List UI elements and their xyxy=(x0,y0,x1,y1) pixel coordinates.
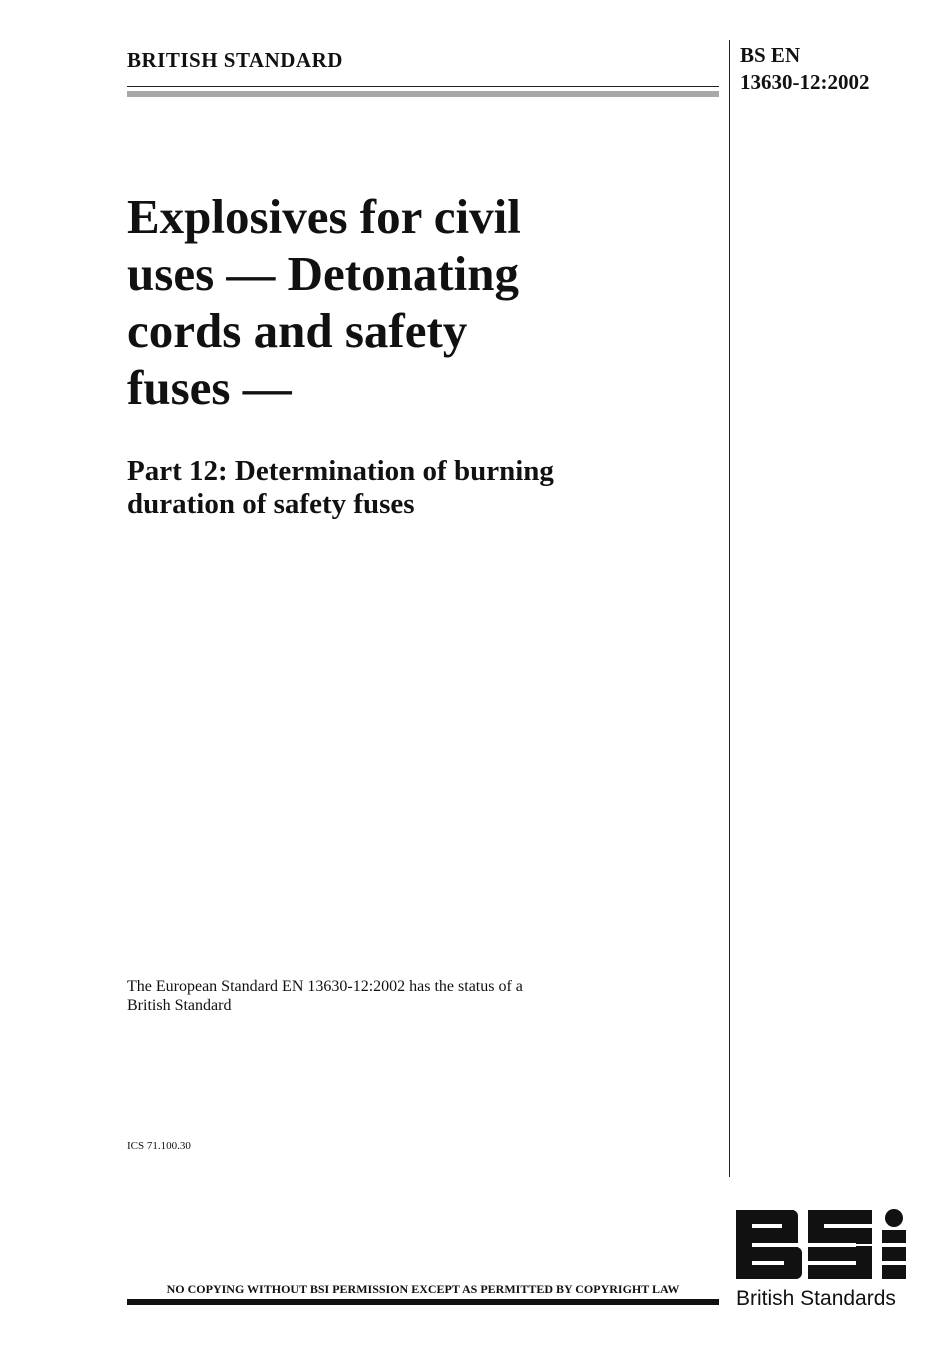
title-line: fuses — xyxy=(127,360,292,415)
vertical-divider xyxy=(729,40,730,1177)
header-rule-thin xyxy=(127,86,719,87)
document-title xyxy=(127,188,687,416)
status-note-line: British Standard xyxy=(127,997,232,1014)
part-title xyxy=(127,455,707,521)
part-title-line: duration of safety fuses xyxy=(127,488,415,520)
standard-number-line2: 13630-12:2002 xyxy=(740,70,870,94)
bsi-logo-mark-icon xyxy=(736,1208,908,1283)
bsi-logo-caption: British Standards xyxy=(736,1287,896,1310)
standard-number-line1: BS EN xyxy=(740,43,801,67)
title-line: cords and safety xyxy=(127,303,468,358)
title-line: uses — Detonating xyxy=(127,246,520,301)
footer-rule xyxy=(127,1299,719,1305)
header-rule-thick xyxy=(127,91,719,97)
standard-number xyxy=(740,42,930,96)
part-title-line: Part 12: Determination of burning xyxy=(127,455,554,487)
copyright-notice: NO COPYING WITHOUT BSI PERMISSION EXCEPT AS PERMITTED BY COPYRIGHT LAW xyxy=(166,1282,680,1296)
status-note-line: The European Standard EN 13630-12:2002 has the status of a xyxy=(127,978,523,995)
ics-code: ICS 71.100.30 xyxy=(127,1140,191,1152)
title-line: Explosives for civil xyxy=(127,189,521,244)
document-type-label: BRITISH STANDARD xyxy=(127,48,343,72)
status-note xyxy=(127,977,647,1015)
